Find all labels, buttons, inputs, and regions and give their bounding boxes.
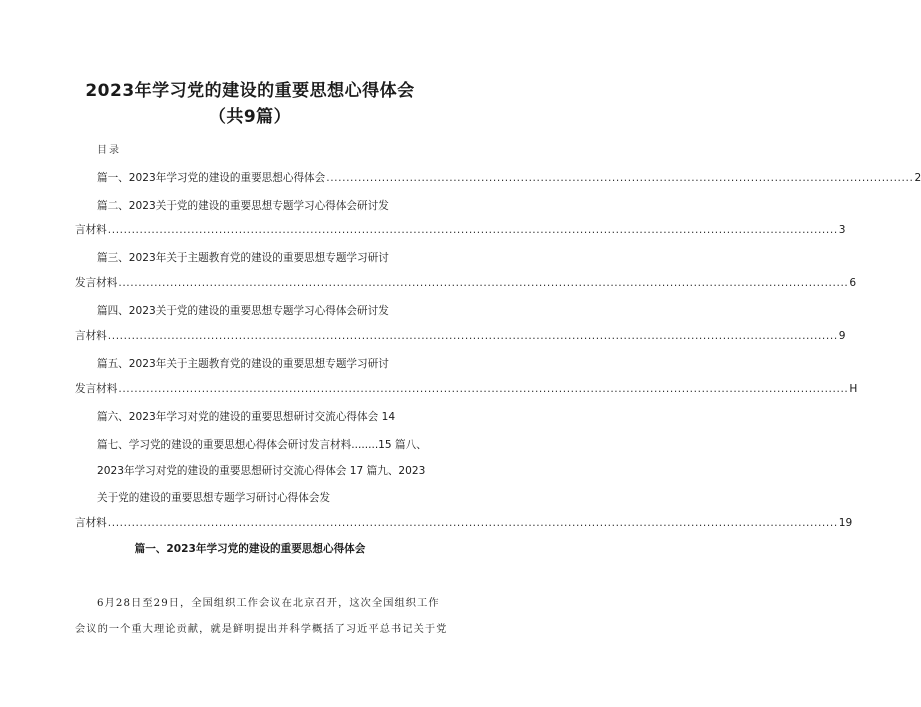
- toc-leader-dots: ....................................................................................................................................................: [326, 172, 914, 184]
- toc-entry-text: 篇四、2023关于党的建设的重要思想专题学习心得体会研讨发: [97, 305, 389, 317]
- toc-entry-continuation[interactable]: [75, 222, 846, 237]
- toc-entry[interactable]: [97, 463, 427, 478]
- section-heading: 篇一、2023年学习党的建设的重要思想心得体会: [134, 543, 366, 555]
- toc-page-number: 3: [838, 224, 846, 236]
- toc-entry[interactable]: [97, 250, 414, 265]
- document-subtitle: （共9篇）: [208, 107, 292, 127]
- toc-page-number: H: [849, 383, 858, 395]
- toc-entry-text: 篇一、2023年学习党的建设的重要思想心得体会: [97, 172, 326, 184]
- toc-page-number: 2: [914, 172, 921, 184]
- toc-entry[interactable]: [97, 170, 921, 185]
- toc-page-number: 6: [849, 277, 857, 289]
- toc-entry[interactable]: [97, 409, 427, 424]
- toc-entry-text: 发言材料: [75, 277, 118, 289]
- toc-entry-continuation[interactable]: [75, 381, 858, 396]
- toc-page-number: 19: [838, 517, 853, 529]
- toc-entry-text: 篇六、2023年学习对党的建设的重要思想研讨交流心得体会 14: [97, 411, 396, 423]
- toc-page-number: 9: [838, 330, 846, 342]
- toc-entry-text: 言材料: [75, 517, 107, 529]
- toc-leader-dots: ........................................................................................................................................................................................: [107, 330, 838, 342]
- body-paragraph-line: 6月28日至29日，全国组织工作会议在北京召开，这次全国组织工作: [97, 598, 440, 609]
- toc-leader-dots: ........................................................................................................................................................................................: [107, 224, 838, 236]
- toc-leader-dots: ........................................................................................................................................................................................: [107, 517, 838, 529]
- toc-entry-text: 篇二、2023关于党的建设的重要思想专题学习心得体会研讨发: [97, 200, 389, 212]
- toc-entry-continuation[interactable]: [75, 515, 853, 530]
- body-paragraph-line: 会议的一个重大理论贡献，就是鲜明提出并科学概括了习近平总书记关于党: [75, 624, 448, 635]
- toc-entry-text: 篇七、学习党的建设的重要思想心得体会研讨发言材料........15 篇八、: [97, 439, 427, 451]
- document-title: 2023年学习党的建设的重要思想心得体会: [85, 81, 415, 101]
- toc-entry-text: 篇五、2023年关于主题教育党的建设的重要思想专题学习研讨: [97, 358, 389, 370]
- toc-leader-dots: ........................................................................................................................................................................................: [118, 277, 849, 289]
- toc-entry[interactable]: [97, 490, 414, 505]
- toc-entry-text: 言材料: [75, 224, 107, 236]
- toc-entry-text: 篇三、2023年关于主题教育党的建设的重要思想专题学习研讨: [97, 252, 389, 264]
- toc-entry[interactable]: [97, 356, 414, 371]
- toc-entry[interactable]: [97, 198, 414, 213]
- toc-label: 目录: [97, 145, 121, 156]
- toc-leader-dots: ........................................................................................................................................................................................: [118, 383, 849, 395]
- toc-entry-text: 2023年学习对党的建设的重要思想研讨交流心得体会 17 篇九、2023: [97, 465, 426, 477]
- toc-entry[interactable]: [97, 437, 427, 452]
- toc-entry-continuation[interactable]: [75, 328, 846, 343]
- toc-entry-text: 发言材料: [75, 383, 118, 395]
- toc-entry[interactable]: [97, 303, 414, 318]
- toc-entry-text: 关于党的建设的重要思想专题学习研讨心得体会发: [97, 492, 331, 504]
- toc-entry-continuation[interactable]: [75, 275, 857, 290]
- toc-entry-text: 言材料: [75, 330, 107, 342]
